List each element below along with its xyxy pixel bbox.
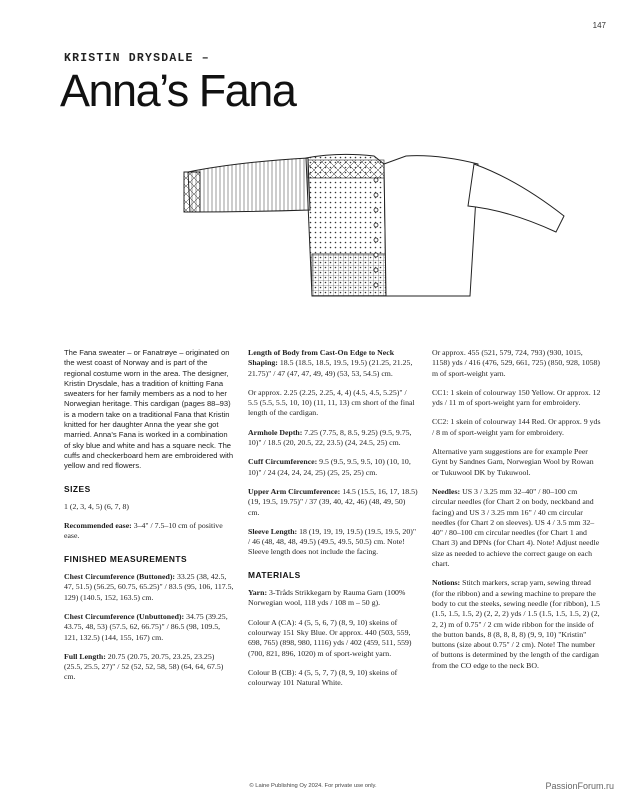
material-item: CC1: 1 skein of colourway 150 Yellow. Or approx. 12 yds / 11 m of sport-weight yarn for embroidery.	[432, 387, 601, 408]
material-item: CC2: 1 skein of colourway 144 Red. Or approx. 9 yds / 8 m of sport-weight yarn for embroidery.	[432, 417, 601, 437]
measurement-item: Length of Body from Cast-On Edge to Neck Shaping: 18.5 (18.5, 18.5, 19.5, 19.5) (21.25, 21.25, 21.75)" / 47 (47, 47, 49, 49) (53, 53, 54.5) cm.	[248, 348, 413, 378]
measurement-item: Sleeve Length: 18 (19, 19, 19, 19.5) (19.5, 19.5, 20)" / 46 (48, 48, 48, 49.5) (49.5, 49.5, 50.5) cm. Note! Sleeve length does not include the facing.	[248, 526, 416, 557]
measurement-item: Chest Circumference (Unbuttoned): 34.75 (39.25, 43.75, 48, 53) (57.5, 62, 66.75)" / 86.5 (98, 109.5, 121, 132.5) (144, 155, 167) cm.	[64, 611, 228, 642]
measurement-item: Chest Circumference (Buttoned): 33.25 (38, 42.5, 47, 51.5) (56.25, 60.75, 65.25)" / 83.5 (95, 106, 117.5, 129) (140.5, 152, 163.5) cm.	[64, 572, 234, 602]
right-front	[384, 156, 478, 296]
material-item: Yarn: 3-Tråds Strikkegarn by Rauma Garn (100% Norwegian wool, 118 yds / 108 m – 50 g).	[248, 588, 406, 608]
checkerboard-hem	[312, 254, 386, 296]
intro-text: The Fana sweater – or Fanatrøye – originated on the west coast of Norway and is part of the regional costume worn in the area. The designer, Kristin Drysdale, has a tradition of knitting Fana sweaters for her family members as a nod to her Norwegian heritage. This cardigan (pages 88–93) is a modern take on a traditional Fana that Kristin knitted for her daughter Anna the year she got married. Anna’s Fana is worked in a combination of sky blue and white and has a square neck. The cuffs and checkerboard hem are embroidered with yellow and red flowers.	[64, 348, 234, 471]
yoke-band	[308, 160, 384, 178]
watermark: PassionForum.ru	[545, 781, 614, 791]
measurement-item: Cuff Circumference: 9.5 (9.5, 9.5, 9.5, 10) (10, 10, 10)" / 24 (24, 24, 24, 25) (25, 25, 25) cm.	[248, 457, 411, 477]
material-item: Colour B (CB): 4 (5, 5, 7, 7) (8, 9, 10) skeins of colourway 101 Natural White.	[248, 667, 398, 688]
material-item: Colour A (CA): 4 (5, 5, 6, 7) (8, 9, 10) skeins of colourway 151 Sky Blue. Or approx. 440 (503, 559, 698, 765) (898, 980, 1116) yds / 402 (459, 511, 559) (700, 821, 896, 1020) m of sport-weight yarn.	[248, 617, 412, 658]
copyright-footer: © Laine Publishing Oy 2024. For private use only.	[249, 783, 377, 789]
measurement-item: Full Length: 20.75 (20.75, 20.75, 23.25, 23.25) (25.5, 25.5, 27)" / 52 (52, 52, 58, 58) (64, 64, 67.5) cm.	[64, 651, 224, 682]
measurement-item: Upper Arm Circumference: 14.5 (15.5, 16, 17, 18.5) (19, 19.5, 19.75)" / 37 (39, 40, 42, 46) (48, 49, 50) cm.	[248, 486, 418, 517]
sizes-heading: SIZES	[64, 483, 91, 494]
measurement-item: Armhole Depth: 7.25 (7.75, 8, 8.5, 9.25) (9.5, 9.75, 10)" / 18.5 (20, 20.5, 22, 23.5) (24, 24.5, 25) cm.	[248, 427, 412, 448]
left-cuff	[184, 172, 200, 212]
page-title: Anna’s Fana	[60, 65, 296, 116]
page-number: 147	[592, 21, 606, 30]
cardigan-illustration	[178, 150, 568, 308]
measurement-item: Or approx. 2.25 (2.25, 2.25, 4, 4) (4.5, 4.5, 5.25)" / 5.5 (5.5, 5.5, 10, 10) (11, 11, 13) cm short of the final length of the cardigan.	[248, 387, 415, 418]
material-item: Alternative yarn suggestions are for example Peer Gynt by Sandnes Garn, Norwegian Wool by Rowan or Tukuwool DK by Tukuwool.	[432, 447, 594, 477]
right-sleeve	[468, 164, 564, 232]
column-measurements	[248, 348, 418, 697]
recommended-ease: Recommended ease: 3–4" / 7.5–10 cm of positive ease.	[64, 521, 223, 541]
designer-name: KRISTIN DRYSDALE –	[64, 52, 210, 65]
material-item: Notions: Stitch markers, scrap yarn, sewing thread (for the ribbon) and a sewing machine to prepare the body to cut the steeks, sewing needle (for ribbon), 1.5 (1.5, 1.5, 1.5, 2) (2, 2, 2) yds / 1.5 (1.5, 1.5, 1.5, 2) (2, 2, 2) m of 0.75" / 2 cm wide ribbon for the inside of the button bands, 8 (8, 8, 8, 8) (9, 9, 10) "Kristin" buttons (size about 0.75" / 2 cm). Note! The number of buttons is determined by the length of the cardigan from the CO edge to the neck BO.	[432, 578, 601, 670]
left-sleeve	[188, 158, 310, 212]
material-item: Needles: US 3 / 3.25 mm 32–40" / 80–100 cm circular needles (for Chart 2 on body, neckband and facing) and US 3 / 3.25 mm 16" / 40 cm circular needles (for Chart 2 on sleeves). US 4 / 3.5 mm 32–40" / 80–100 cm circular needles (for Chart 1 and Chart 3) and DPNs (for Chart 4). Note! Adjust needle size as needed to achieve the correct gauge on each chart.	[432, 486, 600, 569]
column-intro	[64, 348, 234, 692]
materials-heading: MATERIALS	[248, 569, 301, 580]
column-materials	[432, 348, 602, 680]
finished-measurements-heading: FINISHED MEASUREMENTS	[64, 553, 188, 564]
sizes-list: 1 (2, 3, 4, 5) (6, 7, 8)	[64, 501, 129, 511]
material-item: Or approx. 455 (521, 579, 724, 793) (930, 1015, 1158) yds / 416 (476, 529, 661, 725) (850, 928, 1058) m of sport-weight yarn.	[432, 348, 600, 378]
